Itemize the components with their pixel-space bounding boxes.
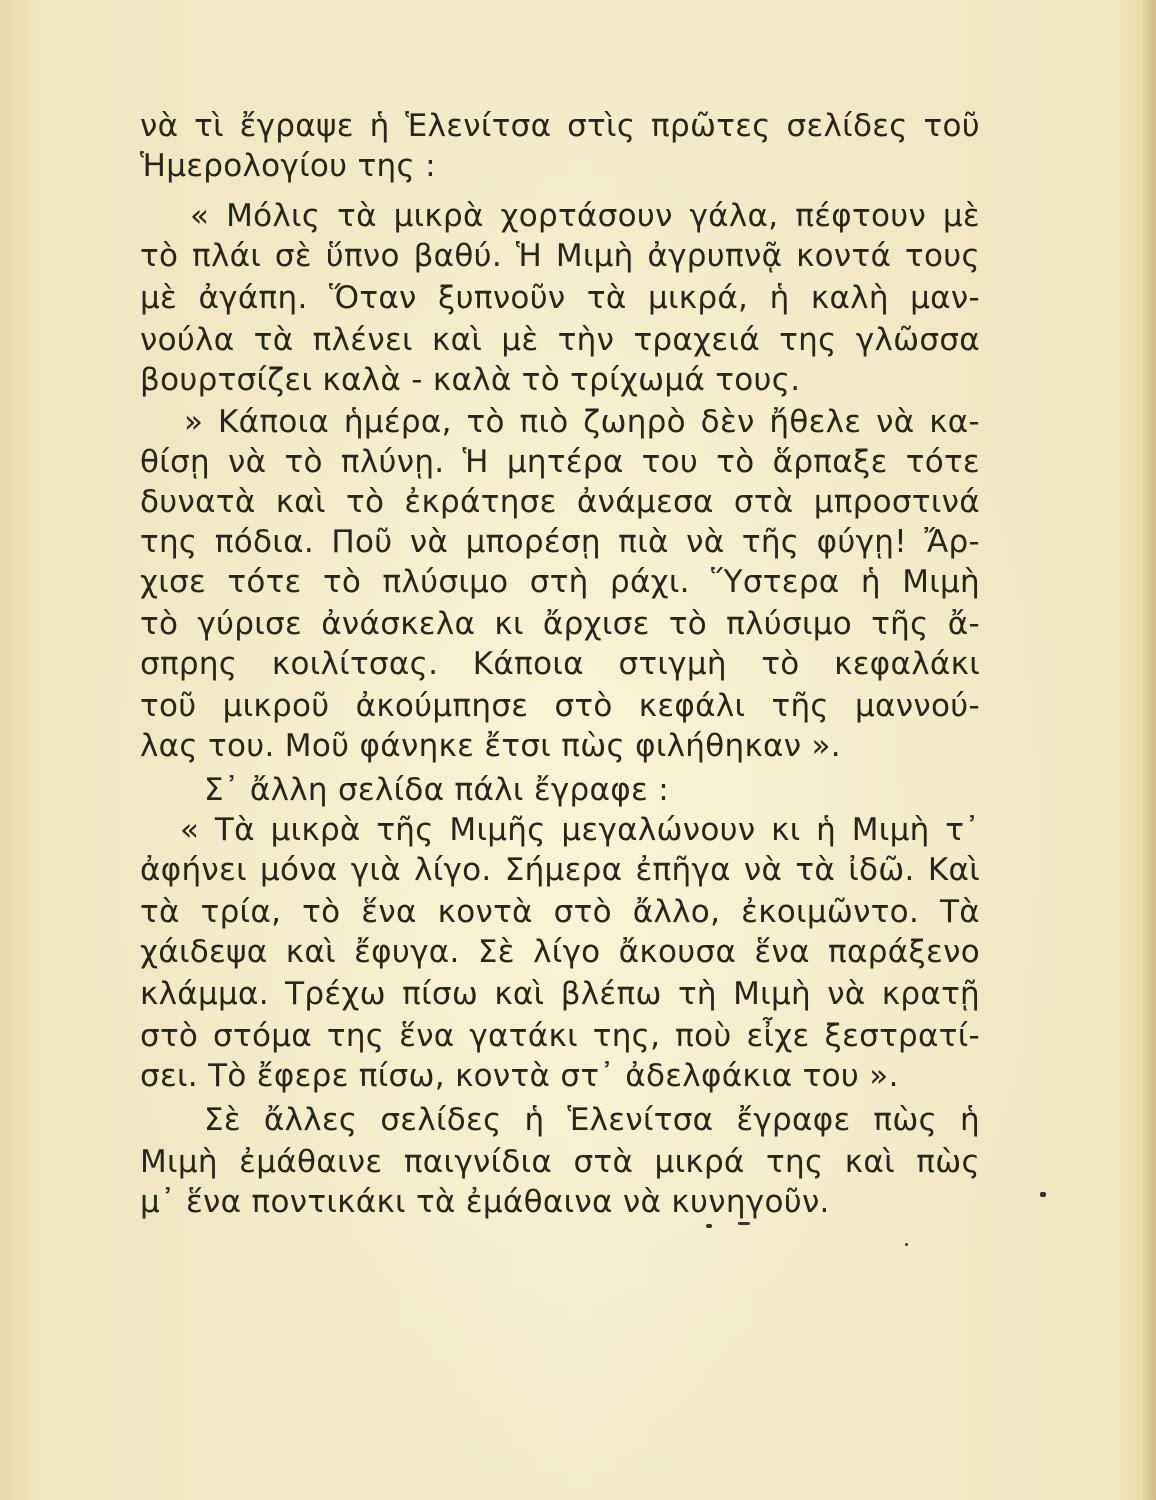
print-speck: [706, 1224, 712, 1228]
text-line: ἀφήνει μόνα γιὰ λίγο. Σήμερα ἐπῆγα νὰ τὰ ἰδῶ. Καὶ: [140, 852, 980, 888]
text-line: Μιμὴ ἐμάθαινε παιγνίδια στὰ μικρά της καὶ πὼς: [140, 1144, 980, 1180]
text-line: δυνατὰ καὶ τὸ ἐκράτησε ἀνάμεσα στὰ μπροστινά: [140, 484, 980, 520]
text-line: « Τὰ μικρὰ τῆς Μιμῆς μεγαλώνουν κι ἡ Μιμὴ τ᾽: [180, 812, 980, 848]
page-edge-shadow: [1142, 0, 1156, 1500]
text-line: Σὲ ἄλλες σελίδες ἡ Ἑλενίτσα ἔγραφε πὼς ἡ: [204, 1102, 980, 1138]
text-line: Ἡμερολογίου της :: [140, 148, 436, 184]
text-line: χισε τότε τὸ πλύσιμο στὴ ράχι. Ὕστερα ἡ Μιμὴ: [140, 564, 980, 600]
text-line: τὸ γύρισε ἀνάσκελα κι ἄρχισε τὸ πλύσιμο τῆς ἄ-: [140, 606, 980, 642]
text-line: μ᾽ ἕνα ποντικάκι τὰ ἐμάθαινα νὰ κυνηγοῦν.: [140, 1184, 830, 1220]
text-line: μὲ ἀγάπη. Ὅταν ξυπνοῦν τὰ μικρά, ἡ καλὴ μαν-: [140, 280, 980, 316]
text-line: νὰ τὶ ἔγραψε ἡ Ἑλενίτσα στὶς πρῶτες σελίδες τοῦ: [140, 108, 980, 144]
text-line: τὸ πλάι σὲ ὕπνο βαθύ. Ἡ Μιμὴ ἀγρυπνᾷ κοντά τους: [140, 238, 980, 274]
text-line: τὰ τρία, τὸ ἕνα κοντὰ στὸ ἄλλο, ἐκοιμῶντο. Τὰ: [140, 894, 980, 930]
text-line: χάιδεψα καὶ ἔφυγα. Σὲ λίγο ἄκουσα ἕνα παράξενο: [140, 934, 980, 970]
text-line: σπρης κοιλίτσας. Κάποια στιγμὴ τὸ κεφαλάκι: [140, 646, 980, 682]
text-line: κλάμμα. Τρέχω πίσω καὶ βλέπω τὴ Μιμὴ νὰ κρατῇ: [140, 976, 980, 1012]
text-line: λας του. Μοῦ φάνηκε ἔτσι πὼς φιλήθηκαν ».: [140, 728, 841, 764]
text-line: » Κάποια ἡμέρα, τὸ πιὸ ζωηρὸ δὲν ἤθελε νὰ κα-: [184, 404, 980, 440]
text-line: « Μόλις τὰ μικρὰ χορτάσουν γάλα, πέφτουν μὲ: [190, 198, 980, 234]
text-line: Σ᾽ ἄλλη σελίδα πάλι ἔγραφε :: [204, 772, 669, 808]
print-speck: [1040, 1192, 1046, 1197]
text-line: βουρτσίζει καλὰ - καλὰ τὸ τρίχωμά τους.: [140, 362, 801, 398]
text-line: σει. Τὸ ἔφερε πίσω, κοντὰ στ᾽ ἀδελφάκια του ».: [140, 1058, 899, 1094]
print-speck: [905, 1243, 908, 1246]
text-line: στὸ στόμα της ἕνα γατάκι της, ποὺ εἶχε ξεστρατί-: [140, 1018, 980, 1054]
text-line: θίσῃ νὰ τὸ πλύνῃ. Ἡ μητέρα του τὸ ἅρπαξε τότε: [140, 444, 980, 480]
text-line: νούλα τὰ πλένει καὶ μὲ τὴν τραχειά της γλῶσσα: [140, 322, 980, 358]
text-line: της πόδια. Ποῦ νὰ μπορέσῃ πιὰ νὰ τῆς φύγῃ! Ἄρ-: [140, 524, 980, 560]
print-speck: [738, 1222, 750, 1225]
text-line: τοῦ μικροῦ ἀκούμπησε στὸ κεφάλι τῆς μαννού-: [140, 688, 980, 724]
